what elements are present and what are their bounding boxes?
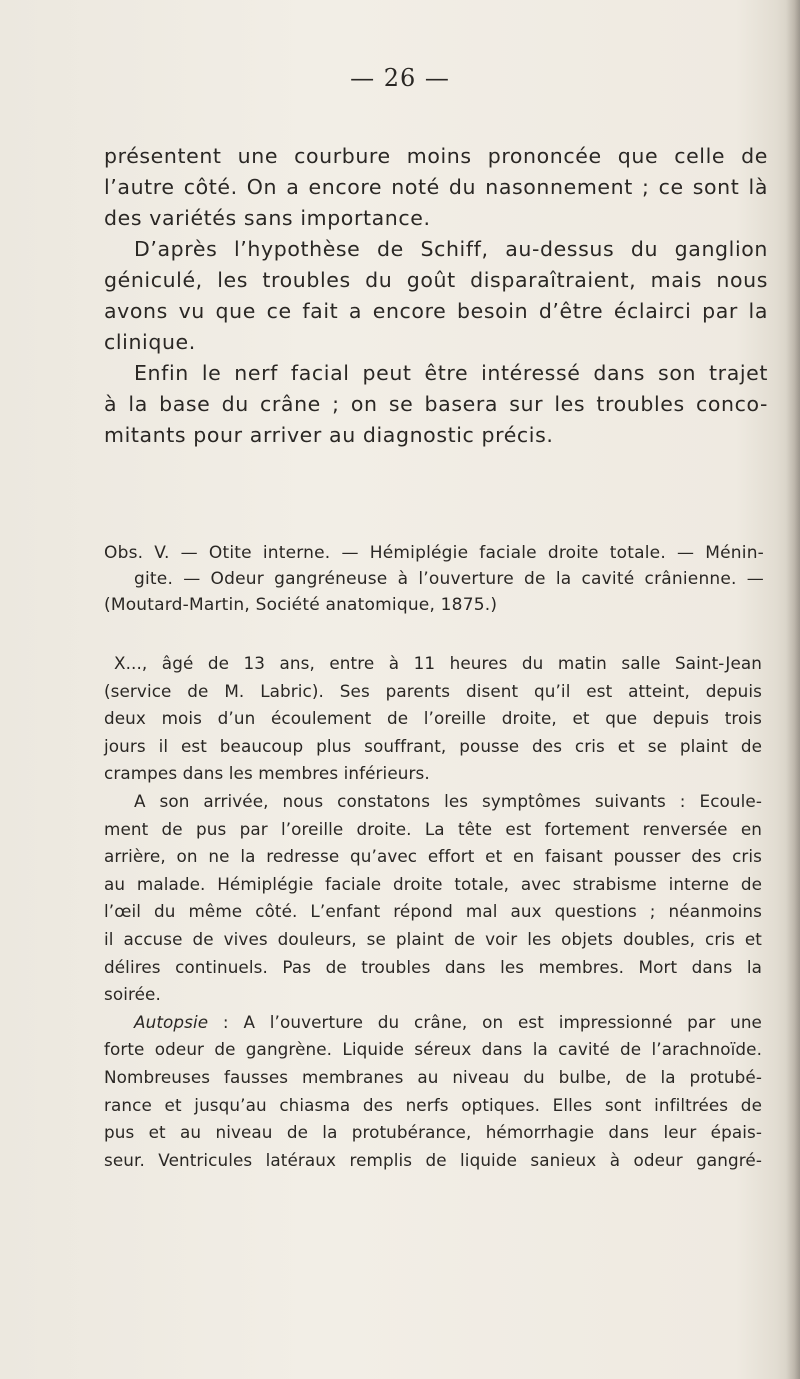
text-line: gite. — Odeur gangréneuse à l’ouverture de la cavité crânienne. — xyxy=(134,569,764,589)
text-line: Enfin le nerf facial peut être intéressé dans son trajet xyxy=(134,361,768,385)
text-line: A son arrivée, nous constatons les symptômes suivants : Ecoule- xyxy=(134,790,762,811)
text-line: avons vu que ce fait a encore besoin d’être éclairci par la xyxy=(104,299,768,323)
text-line: l’œil du même côté. L’enfant répond mal aux questions ; néanmoins xyxy=(104,901,762,922)
text-line: jours il est beaucoup plus souffrant, pousse des cris et se plaint de xyxy=(104,735,762,756)
text-line: il accuse de vives douleurs, se plaint de voir les objets doubles, cris et xyxy=(104,928,762,949)
text-line: soirée. xyxy=(104,984,161,1005)
text-line: (Moutard-Martin, Société anatomique, 1875.) xyxy=(104,595,498,615)
text-line: Nombreuses fausses membranes au niveau du bulbe, de la protubé- xyxy=(104,1066,762,1087)
text-line: crampes dans les membres inférieurs. xyxy=(104,763,430,784)
body-paragraph xyxy=(104,141,768,451)
page-number: — 26 — xyxy=(350,64,450,92)
page-edge-shadow xyxy=(786,0,800,1379)
autopsy-word: Autopsie xyxy=(134,1011,209,1032)
text-line: présentent une courbure moins prononcée que celle de xyxy=(104,144,768,168)
text-line: pus et au niveau de la protubérance, hémorrhagie dans leur épais- xyxy=(104,1122,762,1143)
text-line: au malade. Hémiplégie faciale droite totale, avec strabisme interne de xyxy=(104,873,762,894)
text-line: deux mois d’un écoulement de l’oreille droite, et que depuis trois xyxy=(104,708,762,729)
text-line: ment de pus par l’oreille droite. La tête est fortement renversée en xyxy=(104,818,762,839)
observation-heading xyxy=(104,540,764,618)
text-line: Obs. V. — Otite interne. — Hémiplégie faciale droite totale. — Ménin- xyxy=(104,543,764,563)
text-line: forte odeur de gangrène. Liquide séreux dans la cavité de l’arachnoïde. xyxy=(104,1039,762,1060)
text-line: X..., âgé de 13 ans, entre à 11 heures du matin salle Saint-Jean xyxy=(114,653,762,673)
text-line: délires continuels. Pas de troubles dans les membres. Mort dans la xyxy=(104,956,762,977)
text-line: arrière, on ne la redresse qu’avec effort et en faisant pousser des cris xyxy=(104,846,762,867)
text-line: des variétés sans importance. xyxy=(104,206,431,230)
text-line: l’autre côté. On a encore noté du nasonnement ; ce sont là xyxy=(104,175,768,199)
text-line: (service de M. Labric). Ses parents disent qu’il est atteint, depuis xyxy=(104,680,762,701)
text-line: mitants pour arriver au diagnostic précis. xyxy=(104,423,554,447)
text-line: seur. Ventricules latéraux remplis de liquide sanieux à odeur gangré- xyxy=(104,1149,762,1170)
text-line: rance et jusqu’au chiasma des nerfs optiques. Elles sont infiltrées de xyxy=(104,1094,762,1115)
text-line: clinique. xyxy=(104,330,196,354)
text-line: à la base du crâne ; on se basera sur les troubles conco- xyxy=(104,392,768,416)
text-line: géniculé, les troubles du goût disparaîtraient, mais nous xyxy=(104,268,768,292)
observation-body xyxy=(104,650,762,1174)
text-line: D’après l’hypothèse de Schiff, au-dessus du ganglion xyxy=(134,237,768,261)
autopsy-line: Autopsie : A l’ouverture du crâne, on est impressionné par une xyxy=(134,1011,762,1032)
